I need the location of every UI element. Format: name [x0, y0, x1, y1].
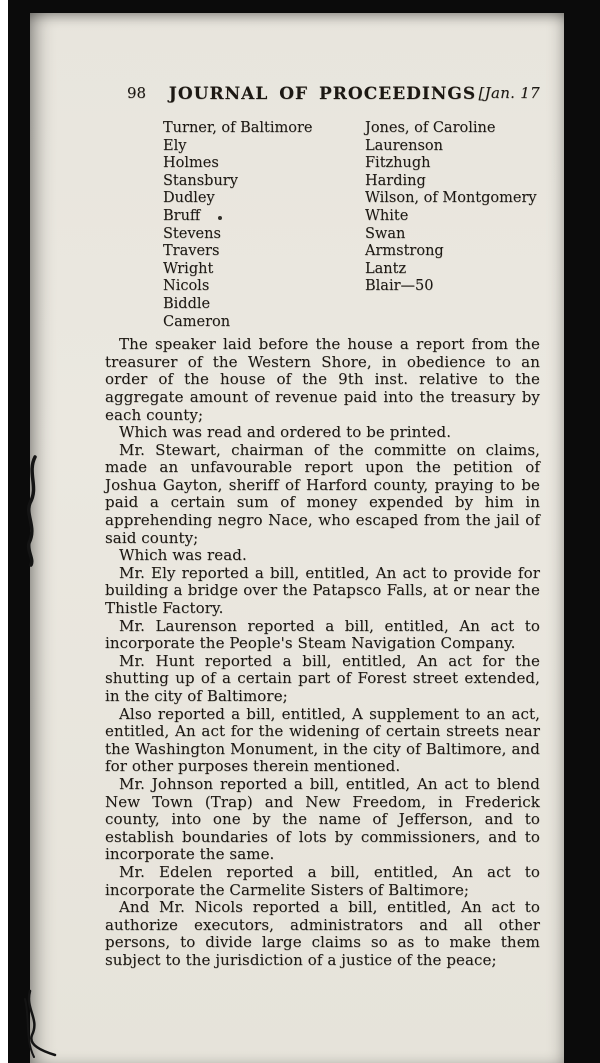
body-paragraphs: [105, 336, 540, 969]
attendee-name: Swan: [365, 225, 406, 242]
paragraph: The speaker laid before the house a report from the treasurer of the Western Shore, in obedience to an order of the house of the 9th inst. relative to the aggregate amount of revenue paid into the treasury by each county;: [105, 335, 540, 424]
paragraph: Mr. Edelen reported a bill, entitled, An act to incorporate the Carmelite Sisters of Baltimore;: [105, 862, 540, 899]
attendee-name: Stansbury: [163, 172, 238, 189]
attendee-name: Holmes: [163, 155, 219, 172]
paragraph: Which was read and ordered to be printed.: [119, 423, 452, 442]
paragraph: Mr. Hunt reported a bill, entitled, An act for the shutting up of a certain part of Forest street extended, in the city of Baltimore;: [105, 651, 540, 705]
attendee-name: White: [365, 207, 409, 224]
journal-title: JOURNAL OF PROCEEDINGS: [168, 84, 477, 104]
page-date: [Jan. 17: [478, 84, 540, 102]
attendee-name: Wilson, of Montgomery: [365, 190, 537, 207]
attendee-name: Nicols: [163, 278, 210, 295]
attendee-name: Turner, of Baltimore: [163, 120, 313, 136]
paragraph: Mr. Johnson reported a bill, entitled, An act to blend New Town (Trap) and New Freedom, in Frederick county, into one by the name of Jefferson, and to establish boundaries of lots by commissioners, and to incorporate the same.: [105, 774, 540, 864]
attendee-name: Armstrong: [365, 243, 444, 260]
paragraph: And Mr. Nicols reported a bill, entitled, An act to authorize executors, administrators and all other persons, to divide large claims so as to make them subject to the jurisdiction of a justice of the peace;: [105, 898, 540, 969]
paragraph: Which was read.: [119, 546, 247, 565]
attendee-name: Stevens: [163, 225, 221, 242]
attendee-name: Cameron: [163, 313, 231, 330]
ink-spot-artifact: [218, 216, 222, 220]
attendee-name: Laurenson: [365, 137, 443, 154]
attendee-name: Blair—50: [365, 278, 434, 295]
attendee-name: Ely: [163, 137, 187, 154]
attendee-name: Fitzhugh: [365, 155, 431, 172]
attendee-name: Biddle: [163, 295, 211, 312]
attendee-name: Bruff: [163, 207, 201, 224]
paragraph: Mr. Stewart, chairman of the committe on claims, made an unfavourable report upon the petition of Joshua Gayton, sheriff of Harford county, praying to be paid a certain sum of money expended by him in apprehending negro Nace, who escaped from the jail of said county;: [105, 440, 540, 547]
page-number: 98: [127, 84, 147, 102]
attendee-name: Dudley: [163, 190, 215, 207]
scan-artifact-bottom-left: [23, 989, 65, 1061]
attendee-name: Lantz: [365, 260, 407, 277]
paragraph: Mr. Ely reported a bill, entitled, An act to provide for building a bridge over the Patapsco Falls, at or near the Thistle Factory.: [105, 563, 540, 618]
attendee-name: Jones, of Caroline: [365, 120, 496, 136]
attendee-column-right: [365, 120, 540, 331]
attendee-name: Travers: [163, 243, 220, 260]
attendee-name: Harding: [365, 172, 426, 189]
attendee-column-left: [105, 120, 365, 331]
attendee-name: Wright: [163, 260, 214, 277]
page: [30, 13, 564, 1063]
paragraph: Mr. Laurenson reported a bill, entitled, An act to incorporate the People's Steam Navigation Company.: [105, 616, 540, 653]
page-content: [105, 84, 540, 970]
page-header: [105, 84, 540, 106]
attendee-columns: [105, 120, 540, 331]
paragraph: Also reported a bill, entitled, A supplement to an act, entitled, An act for the widening of certain streets near the Washington Monument, in the city of Baltimore, and for other purposes therein mentioned.: [105, 704, 540, 776]
